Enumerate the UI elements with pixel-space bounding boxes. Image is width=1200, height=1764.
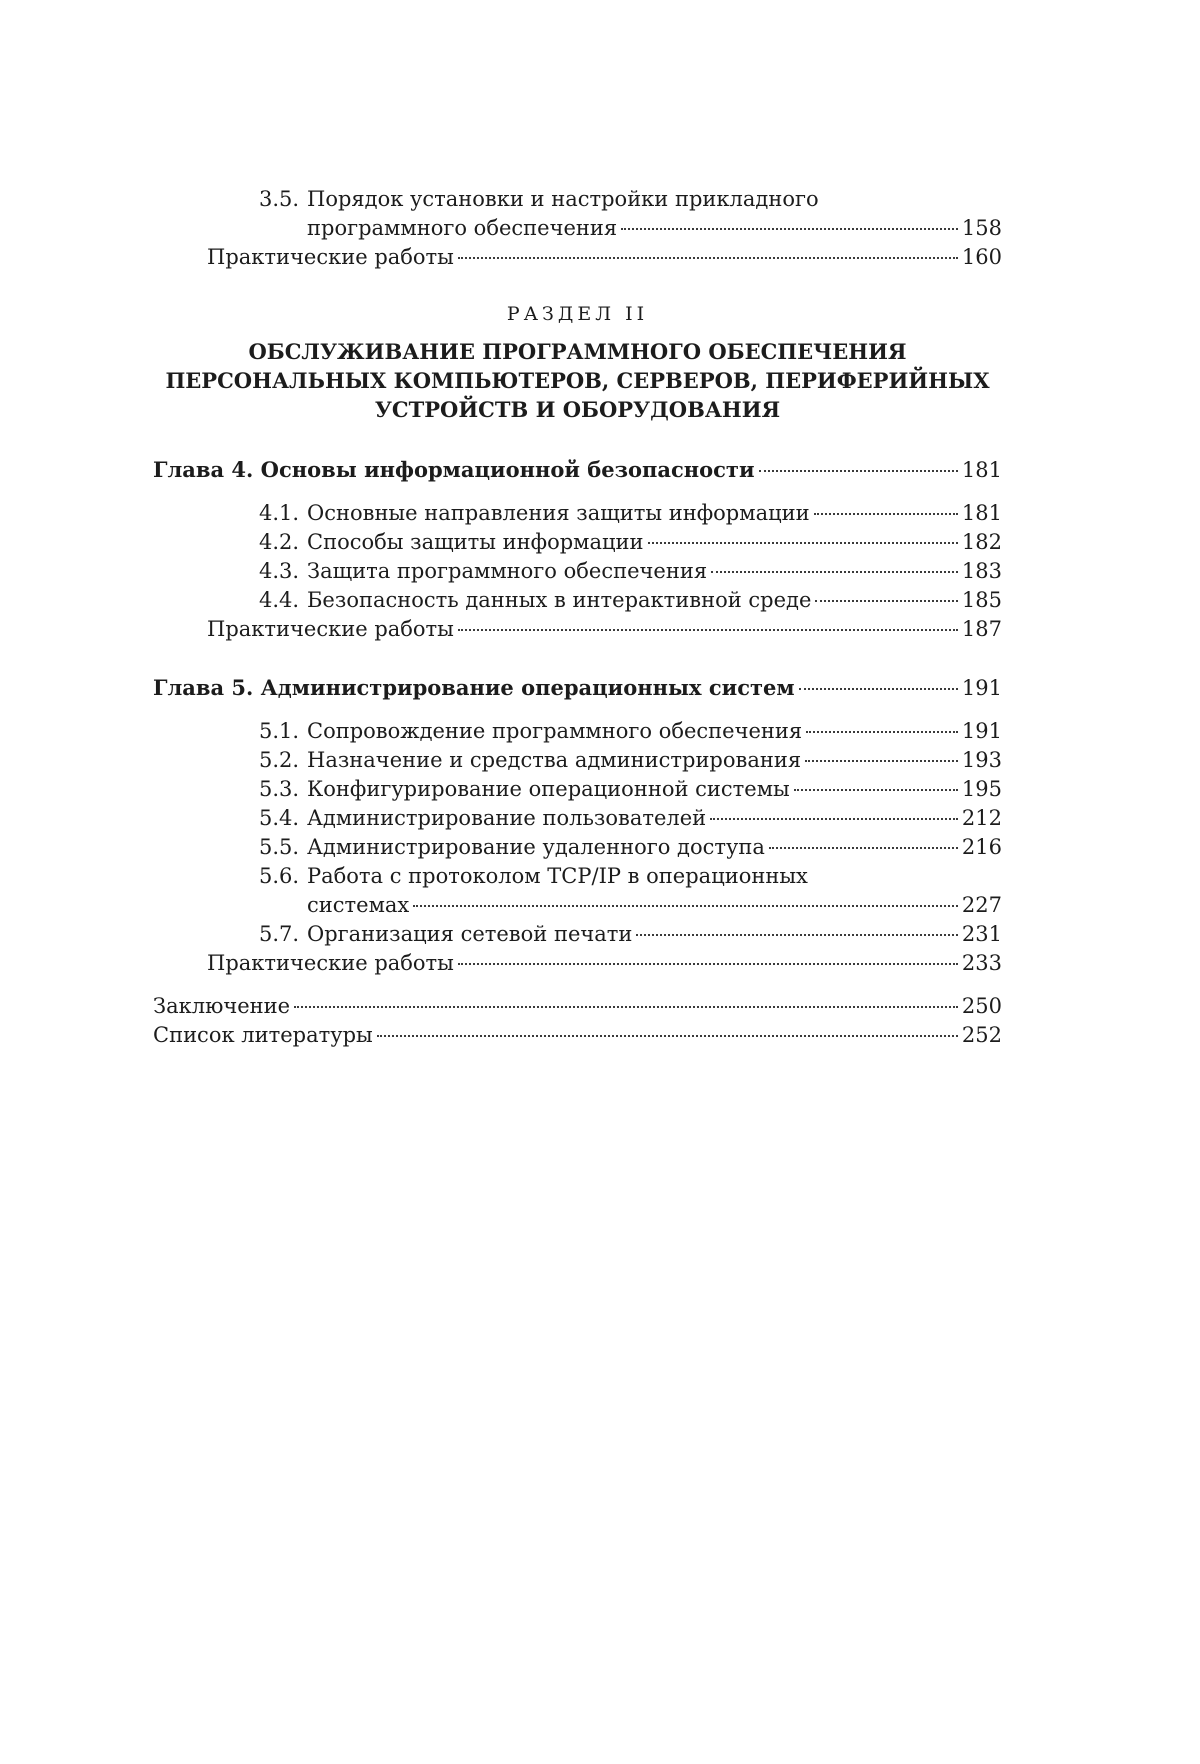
dot-leader [815, 590, 958, 602]
entry-number: 4.2. [259, 530, 300, 554]
page-number: 191 [961, 719, 1002, 743]
page-number: 193 [961, 748, 1002, 772]
toc-entry-5-6-line2 [153, 891, 1002, 920]
toc-entry-5-1 [153, 717, 1002, 746]
toc-practical-works-5 [153, 949, 1002, 978]
dot-leader [458, 953, 958, 965]
toc-chapter-4 [153, 455, 1002, 484]
dot-leader [458, 247, 958, 259]
dot-leader [769, 837, 958, 849]
entry-title: Основные направления защиты информации [307, 501, 810, 525]
entry-title: Сопровождение программного обеспечения [307, 719, 803, 743]
toc-entry-5-2 [153, 746, 1002, 775]
entry-number: 5.3. [259, 777, 300, 801]
page-number: 183 [961, 559, 1002, 583]
chapter-title: Глава 5. Администрирование операционных систем [153, 675, 795, 700]
dot-leader [458, 619, 958, 631]
section-title-line-2: ПЕРСОНАЛЬНЫХ КОМПЬЮТЕРОВ, СЕРВЕРОВ, ПЕРИФЕРИЙНЫХ [165, 368, 990, 393]
dot-leader [648, 532, 958, 544]
entry-number: 5.7. [259, 922, 300, 946]
dot-leader [294, 996, 958, 1008]
page-number: 216 [961, 835, 1002, 859]
toc-entry-5-6-line1 [153, 862, 1002, 891]
entry-title: Защита программного обеспечения [307, 559, 708, 583]
toc-bibliography [153, 1021, 1002, 1050]
dot-leader [636, 924, 958, 936]
toc-entry-5-7 [153, 920, 1002, 949]
entry-title-cont: системах [307, 893, 410, 917]
entry-number: 5.6. [259, 864, 300, 888]
dot-leader [621, 218, 958, 230]
page-number: 227 [961, 893, 1002, 917]
dot-leader [806, 721, 958, 733]
entry-title-cont: программного обеспечения [307, 216, 618, 240]
dot-leader [377, 1025, 958, 1037]
section-label: РАЗДЕЛ II [506, 303, 649, 325]
page-number: 158 [961, 216, 1002, 240]
entry-title: Назначение и средства администрирования [307, 748, 802, 772]
entry-number: 4.3. [259, 559, 300, 583]
entry-title: Администрирование пользователей [307, 806, 707, 830]
entry-number: 4.4. [259, 588, 300, 612]
entry-number: 4.1. [259, 501, 300, 525]
page-number: 231 [961, 922, 1002, 946]
dot-leader [710, 808, 958, 820]
toc-practical-works-3 [153, 243, 1002, 272]
entry-number: 5.2. [259, 748, 300, 772]
page-number: 195 [961, 777, 1002, 801]
page-number: 252 [961, 1023, 1002, 1047]
dot-leader [794, 779, 958, 791]
table-of-contents [153, 0, 1002, 1764]
toc-entry-3-5-line2 [153, 214, 1002, 243]
toc-entry-4-4 [153, 586, 1002, 615]
entry-title: Практические работы [207, 617, 454, 641]
entry-number: 3.5. [259, 187, 300, 211]
entry-number: 5.4. [259, 806, 300, 830]
dot-leader [711, 561, 958, 573]
toc-conclusion [153, 992, 1002, 1021]
entry-title: Работа с протоколом TCP/IP в операционных [307, 864, 808, 888]
dot-leader [759, 460, 958, 472]
entry-title: Безопасность данных в интерактивной среде [307, 588, 812, 612]
page-number: 187 [961, 617, 1002, 641]
entry-title: Список литературы [153, 1023, 373, 1047]
toc-entry-3-5-line1 [153, 185, 1002, 214]
page-number: 181 [961, 458, 1002, 482]
entry-title: Порядок установки и настройки прикладного [307, 187, 819, 211]
section-title-line-3: УСТРОЙСТВ И ОБОРУДОВАНИЯ [374, 397, 781, 422]
page-number: 185 [961, 588, 1002, 612]
toc-entry-5-5 [153, 833, 1002, 862]
dot-leader [805, 750, 958, 762]
page-number: 160 [961, 245, 1002, 269]
page-number: 182 [961, 530, 1002, 554]
toc-entry-5-3 [153, 775, 1002, 804]
toc-practical-works-4 [153, 615, 1002, 644]
dot-leader [814, 503, 958, 515]
toc-chapter-5 [153, 673, 1002, 702]
toc-entry-4-1 [153, 499, 1002, 528]
page-number: 250 [961, 994, 1002, 1018]
toc-entry-4-2 [153, 528, 1002, 557]
entry-title: Заключение [153, 994, 291, 1018]
chapter-title: Глава 4. Основы информационной безопасности [153, 457, 755, 482]
entry-number: 5.5. [259, 835, 300, 859]
toc-entry-5-4 [153, 804, 1002, 833]
toc-entry-4-3 [153, 557, 1002, 586]
entry-title: Способы защиты информации [307, 530, 644, 554]
dot-leader [799, 678, 958, 690]
dot-leader [413, 895, 958, 907]
section-title-line-1: ОБСЛУЖИВАНИЕ ПРОГРАММНОГО ОБЕСПЕЧЕНИЯ [248, 339, 907, 364]
entry-title: Практические работы [207, 951, 454, 975]
page-number: 181 [961, 501, 1002, 525]
page-number: 212 [961, 806, 1002, 830]
page-number: 233 [961, 951, 1002, 975]
entry-title: Конфигурирование операционной системы [307, 777, 790, 801]
entry-number: 5.1. [259, 719, 300, 743]
entry-title: Администрирование удаленного доступа [307, 835, 765, 859]
entry-title: Организация сетевой печати [307, 922, 633, 946]
entry-title: Практические работы [207, 245, 454, 269]
page-number: 191 [961, 676, 1002, 700]
